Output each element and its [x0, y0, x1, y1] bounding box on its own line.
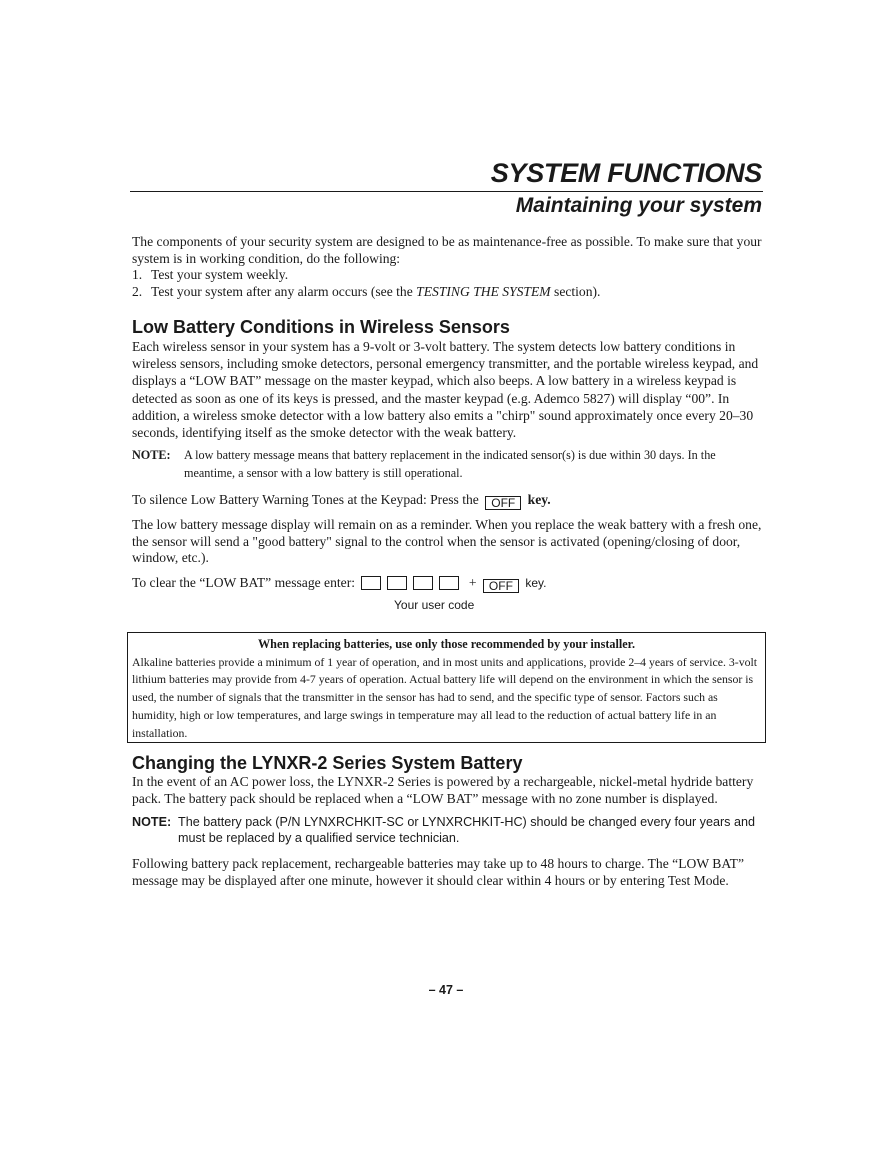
section-title: SYSTEM FUNCTIONS [490, 158, 762, 188]
silence-instruction [132, 492, 762, 510]
note-label: NOTE: [132, 815, 172, 830]
key-suffix: key. [527, 492, 551, 508]
intro-section [132, 234, 762, 300]
key-suffix: key. [525, 576, 547, 590]
reminder-paragraph: The low battery message display will remain on as a reminder. When you replace the weak battery with a fresh one, the sensor will send a "good battery" signal to the control when the sensor is activated (opening/closing of door, window, etc.). [132, 517, 762, 566]
list-number: 1. [132, 267, 143, 283]
lynxr-heading: Changing the LYNXR-2 Series System Battery [132, 753, 523, 773]
low-battery-paragraph: Each wireless sensor in your system has a 9-volt or 3-volt battery. The system detects low battery conditions in wireless sensors, including smoke detectors, personal emergency transmitter, and the portable wireless keypad, and displays a “LOW BAT” message on the master keypad, which also beeps. A low battery in a wireless keypad is detected as soon as one of its keys is pressed, and the master keypad (e.g. Ademco 5827) will display “00”. In addition, a wireless smoke detector with a low battery also emits a "chirp" sound approximately once every 20–30 seconds, identifying itself as the smoke detector with the weak battery. [132, 339, 759, 441]
user-code-digit-box [413, 576, 433, 590]
user-code-digit-box [439, 576, 459, 590]
following-paragraph: Following battery pack replacement, rechargeable batteries may take up to 48 hours to charge. The “LOW BAT” message may be displayed after one minute, however it should clear within 4 hours or by entering Test Mode. [132, 856, 745, 888]
plus-sign: + [468, 575, 477, 590]
clear-instruction [132, 575, 762, 593]
list-item [132, 267, 762, 284]
user-code-digit-box [361, 576, 381, 590]
silence-text: To silence Low Battery Warning Tones at the Keypad: Press the [132, 492, 479, 508]
lynxr-paragraph: In the event of an AC power loss, the LYNXR-2 Series is powered by a rechargeable, nickel-metal hydride battery pack. The battery pack should be replaced when a “LOW BAT” message with no zone number is displayed. [132, 774, 754, 806]
section-reference: TESTING THE SYSTEM [416, 283, 551, 299]
callout-title: When replacing batteries, use only those recommended by your installer. [257, 637, 636, 651]
list-item [132, 284, 762, 301]
clear-text: To clear the “LOW BAT” message enter: [132, 575, 356, 590]
lynxr-section [132, 774, 762, 889]
user-code-digit-box [387, 576, 407, 590]
list-text-part: Test your system after any alarm occurs (see the [151, 283, 417, 299]
intro-paragraph: The components of your security system are designed to be as maintenance-free as possible. To make sure that your system is in working condition, do the following: [132, 234, 762, 266]
callout-body: Alkaline batteries provide a minimum of 1 year of operation, and in most units and applications, provide 2–4 years of service. 3-volt lithium batteries may provide from 4-7 years of operation. Actual battery life will depend on the environment in which the sensor is used, the number of signals that the transmitter in the sensor has had to send, and the specific type of sensor. Factors such as humidity, high or low temperatures, and large swings in temperature may all lead to the reduction of actual battery life in an installation. [132, 654, 758, 740]
low-battery-heading: Low Battery Conditions in Wireless Sensors [132, 317, 510, 337]
note-text: A low battery message means that battery replacement in the indicated sensor(s) is due within 30 days. In the meantime, a sensor with a low battery is still operational. [184, 448, 716, 481]
list-text: Test your system weekly. [151, 267, 289, 283]
lynxr-note [132, 814, 762, 846]
note-label: NOTE: [132, 448, 171, 463]
list-text [151, 284, 600, 301]
low-battery-section [132, 338, 762, 612]
user-code-label: Your user code [394, 598, 475, 612]
off-key: OFF [483, 579, 519, 593]
page-number: – 47 – [428, 983, 464, 997]
list-text-part: section). [550, 283, 601, 299]
note-text: The battery pack (P/N LYNXRCHKIT-SC or LYNXRCHKIT-HC) should be changed every four years and must be replaced by a qualified service technician. [178, 815, 755, 846]
off-key: OFF [485, 496, 521, 510]
list-number: 2. [132, 283, 143, 299]
section-subtitle: Maintaining your system [515, 194, 762, 217]
low-battery-note [132, 446, 762, 482]
battery-callout-box [127, 632, 766, 743]
